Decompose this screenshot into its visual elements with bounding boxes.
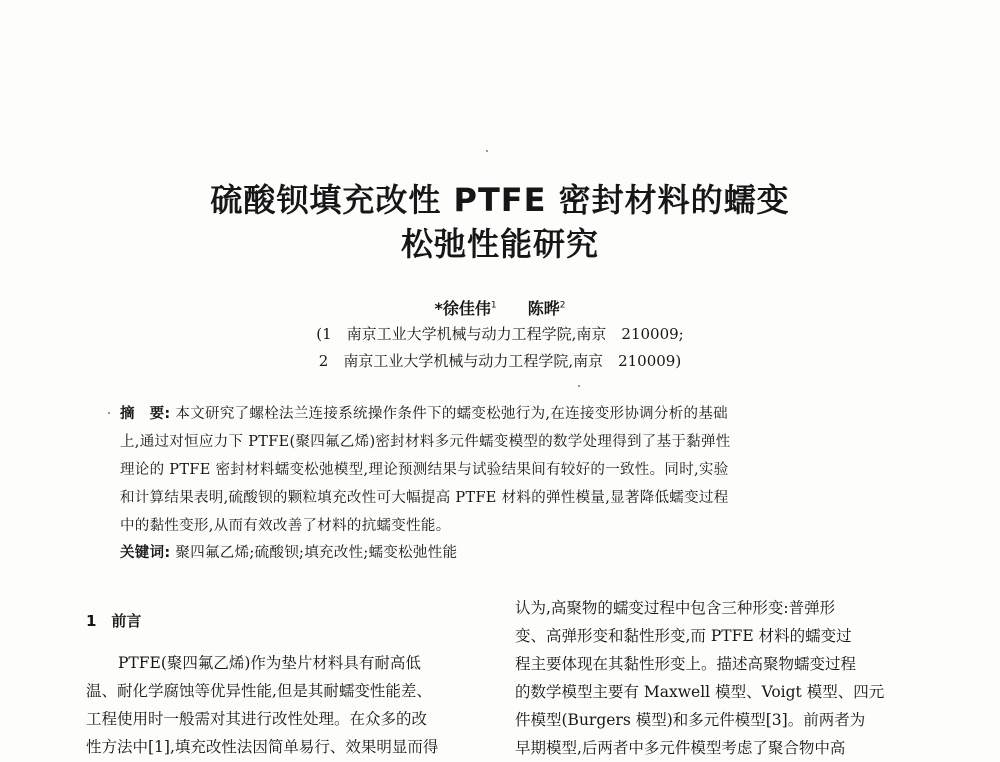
keywords-line — [120, 541, 880, 562]
section-heading: 1 前言 — [86, 612, 142, 630]
paragraph-line: 变、高弹形变和黏性形变,而 PTFE 材料的蠕变过 — [515, 627, 852, 645]
paragraph-line: 性方法中[1],填充改性法因简单易行、效果明显而得 — [86, 738, 439, 756]
left-column — [86, 649, 438, 761]
affiliation-1: (1 南京工业大学机械与动力工程学院,南京 210009; — [316, 325, 684, 343]
paragraph-line: 工程使用时一般需对其进行改性处理。在众多的改 — [86, 710, 428, 728]
paragraph-line: 程主要体现在其黏性形变上。描述高聚物蠕变过程 — [515, 655, 857, 673]
paragraph-line: PTFE(聚四氟乙烯)作为垫片材料具有耐高低 — [118, 654, 421, 672]
paragraph-line: 温、耐化学腐蚀等优异性能,但是其耐蠕变性能差、 — [86, 682, 432, 700]
abstract-label: 摘 要: — [120, 406, 171, 422]
abstract-line-4: 和计算结果表明,硫酸钡的颗粒填充改性可大幅提高 PTFE 材料的弹性模量,显著降低蠕变过程 — [120, 490, 729, 506]
paragraph-line: 件模型(Burgers 模型)和多元件模型[3]。前两者为 — [515, 711, 866, 729]
abstract-line-3: 理论的 PTFE 密封材料蠕变松弛模型,理论预测结果与试验结果间有较好的一致性。同时,实验 — [120, 462, 729, 478]
paragraph-line: 早期模型,后两者中多元件模型考虑了聚合物中高 — [515, 739, 846, 757]
scan-speck — [486, 150, 488, 152]
affiliation-2: 2 南京工业大学机械与动力工程学院,南京 210009) — [318, 352, 682, 370]
right-column — [515, 594, 884, 762]
paragraph-line: 认为,高聚物的蠕变过程中包含三种形变:普弹形 — [515, 599, 836, 617]
keywords-label: 关键词: — [120, 545, 171, 561]
author-line — [0, 296, 1000, 319]
paper-title-line-2: 松弛性能研究 — [400, 225, 599, 263]
paper-title-line-1: 硫酸钡填充改性 PTFE 密封材料的蠕变 — [210, 181, 790, 219]
author-name-1: *徐佳伟 — [434, 299, 491, 318]
author-1-affiliation-mark: 1 — [490, 300, 497, 311]
abstract-line-5: 中的黏性变形,从而有效改善了材料的抗蠕变性能。 — [120, 518, 451, 534]
scan-speck — [108, 412, 110, 414]
abstract-line-2: 上,通过对恒应力下 PTFE(聚四氟乙烯)密封材料多元件蠕变模型的数学处理得到了基于黏弹性 — [120, 434, 731, 450]
author-2-affiliation-mark: 2 — [559, 300, 566, 311]
author-name-2: 陈晔 — [527, 299, 560, 318]
abstract-line-1 — [120, 402, 880, 423]
keywords-text: 聚四氟乙烯;硫酸钡;填充改性;蠕变松弛性能 — [175, 545, 458, 561]
paragraph-line: 的数学模型主要有 Maxwell 模型、Voigt 模型、四元 — [515, 683, 885, 701]
scan-speck — [578, 385, 580, 387]
abstract-text: 本文研究了螺栓法兰连接系统操作条件下的蠕变松弛行为,在连接变形协调分析的基础 — [175, 406, 728, 422]
